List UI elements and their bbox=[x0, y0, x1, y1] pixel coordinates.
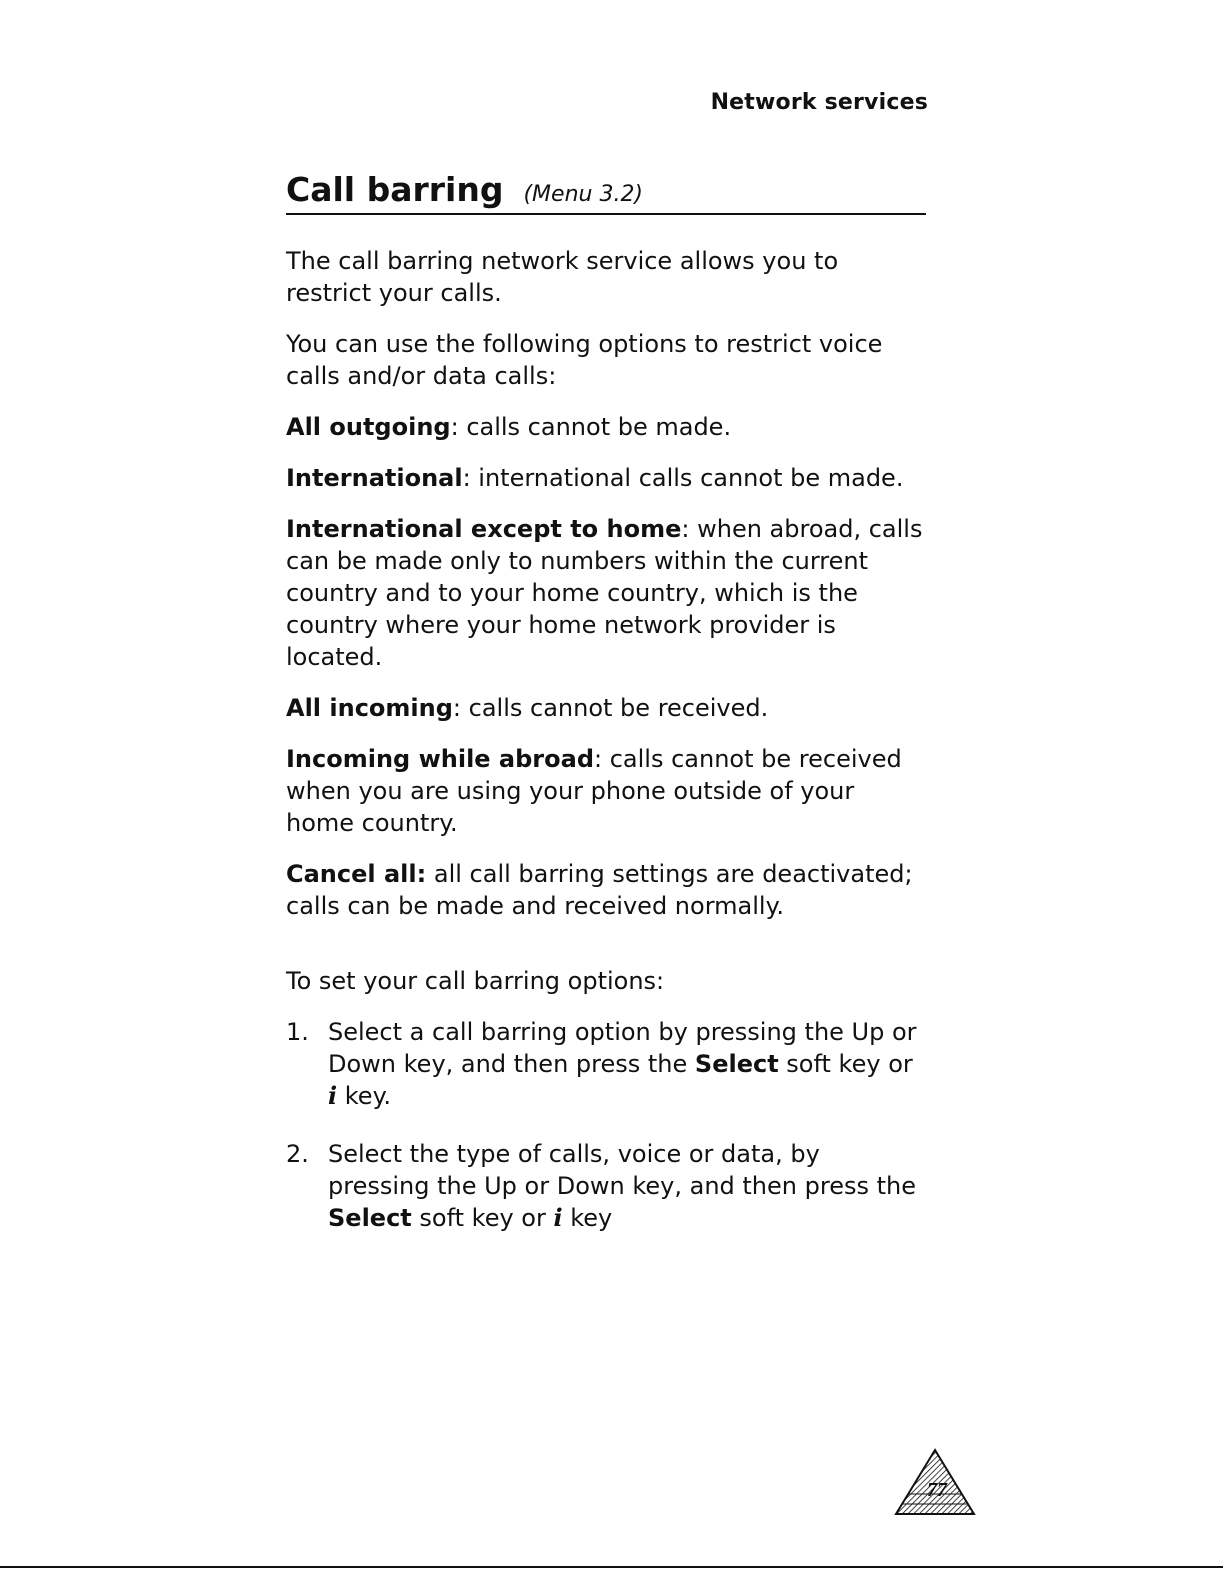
page-number: 77 bbox=[927, 1479, 947, 1501]
step-text-part: Select a call barring option by pressing the Up or Down key, and then press the bbox=[328, 1018, 917, 1078]
spacer bbox=[286, 941, 926, 965]
option-description: calls cannot be received. bbox=[468, 694, 769, 722]
step-text bbox=[328, 1016, 926, 1112]
option-all-incoming bbox=[286, 692, 926, 724]
section-title: Call barring bbox=[286, 170, 504, 209]
step-item bbox=[286, 1016, 926, 1112]
option-term: All incoming bbox=[286, 694, 453, 722]
step-text-part: key bbox=[562, 1204, 613, 1232]
section-header bbox=[286, 170, 926, 215]
step-number: 2. bbox=[286, 1140, 309, 1168]
step-text-part: soft key or bbox=[411, 1204, 554, 1232]
step-text-part: key. bbox=[337, 1082, 391, 1110]
option-description: all call barring settings are deactivated; calls can be made and received normally. bbox=[286, 860, 913, 920]
option-separator: : bbox=[594, 745, 610, 773]
option-international-except-home bbox=[286, 513, 926, 673]
option-description: when abroad, calls can be made only to numbers within the current country and to your home country, which is the country where your home network provider is located. bbox=[286, 515, 923, 671]
option-incoming-while-abroad bbox=[286, 743, 926, 839]
bottom-rule bbox=[0, 1566, 1223, 1568]
pyramid-page-number-icon bbox=[894, 1448, 976, 1518]
intro-paragraph: You can use the following options to restrict voice calls and/or data calls: bbox=[286, 330, 883, 390]
option-term: Incoming while abroad bbox=[286, 745, 595, 773]
intro-paragraph: The call barring network service allows you to restrict your calls. bbox=[286, 247, 839, 307]
select-key-label: Select bbox=[328, 1204, 412, 1232]
option-separator: : bbox=[462, 464, 479, 492]
procedure-intro: To set your call barring options: bbox=[286, 967, 665, 995]
steps-list bbox=[286, 1016, 926, 1234]
step-text-part: soft key or bbox=[778, 1050, 913, 1078]
step-text-part: Select the type of calls, voice or data, by pressing the Up or Down key, and then press the bbox=[328, 1140, 916, 1200]
option-separator: : bbox=[452, 694, 469, 722]
option-description: international calls cannot be made. bbox=[478, 464, 904, 492]
select-key-label: Select bbox=[694, 1050, 779, 1078]
step-number: 1. bbox=[286, 1018, 309, 1046]
step-item bbox=[286, 1138, 926, 1234]
option-cancel-all bbox=[286, 858, 926, 922]
option-term: All outgoing bbox=[286, 413, 451, 441]
option-term: Cancel all: bbox=[286, 860, 427, 888]
option-separator: : bbox=[450, 413, 467, 441]
option-separator bbox=[426, 860, 434, 888]
page-content bbox=[286, 170, 926, 1260]
running-head: Network services bbox=[710, 90, 928, 115]
i-key-icon: i bbox=[328, 1081, 338, 1110]
menu-reference: (Menu 3.2) bbox=[523, 182, 644, 207]
option-description: calls cannot be received when you are using your phone outside of your home country. bbox=[286, 745, 902, 837]
i-key-icon: i bbox=[553, 1203, 563, 1232]
option-separator: : bbox=[681, 515, 698, 543]
option-term: International bbox=[286, 464, 463, 492]
option-description: calls cannot be made. bbox=[466, 413, 732, 441]
option-term: International except to home bbox=[286, 515, 682, 543]
option-international bbox=[286, 462, 926, 494]
option-all-outgoing bbox=[286, 411, 926, 443]
step-text bbox=[328, 1138, 926, 1234]
